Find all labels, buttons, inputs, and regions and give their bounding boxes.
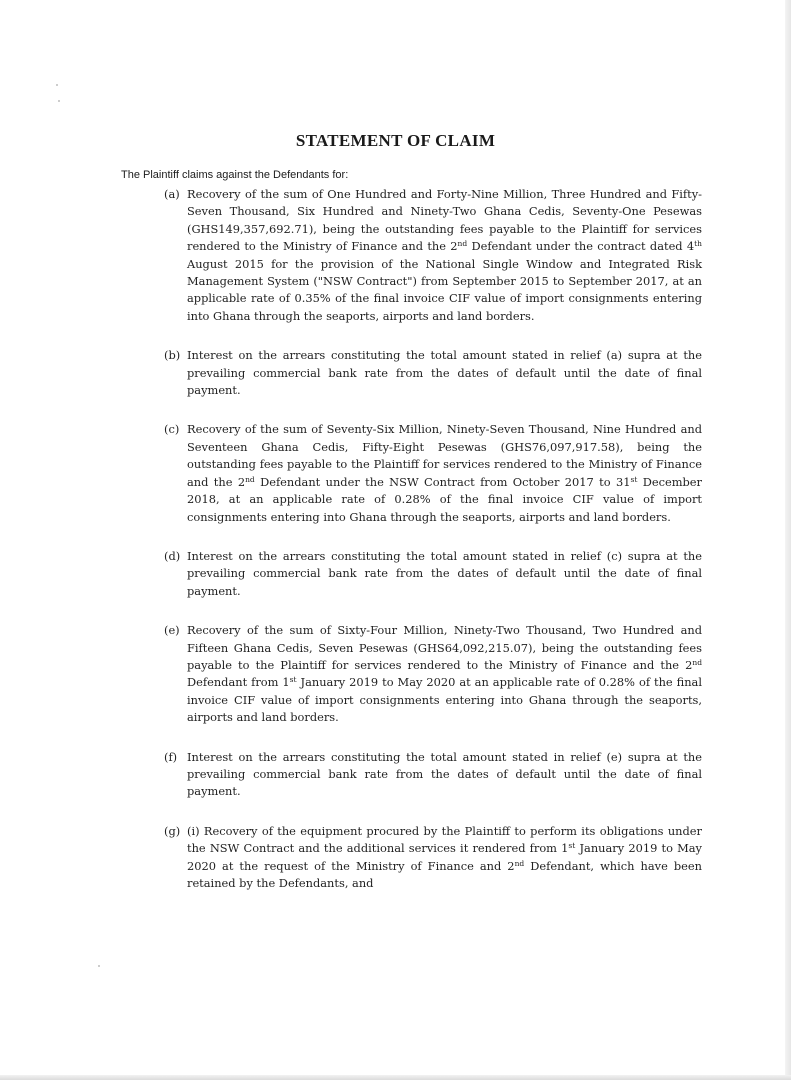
claim-text: Interest on the arrears constituting the total amount stated in relief (c) supra at the prevailing commercial bank rate from the dates of default until the date of final payment. — [187, 548, 702, 598]
claim-label: (d) — [164, 548, 181, 563]
claim-text: Recovery of the sum of Seventy-Six Million, Ninety-Seven Thousand, Nine Hundred and Seventeen Ghana Cedis, Fifty-Eight Pesewas (GHS76,097,917.58), being the outstanding fees payable to the Plaintiff for services rendered to the Ministry of Finance and the 2nd Defendant under the NSW Contract from October 2017 to 31st December 2018, at an applicable rate of 0.28% of the final invoice CIF value of import consignments entering into Ghana through the seaports, airports and land borders. — [187, 422, 702, 524]
claim-label: (g) — [164, 823, 181, 838]
document-title: STATEMENT OF CLAIM — [295, 131, 496, 150]
claim-item — [164, 622, 702, 726]
claim-item — [164, 823, 702, 893]
claims-list — [164, 186, 702, 914]
claim-item — [164, 347, 702, 399]
scan-speck — [58, 100, 60, 102]
claim-item — [164, 749, 702, 801]
scan-speck — [56, 84, 58, 86]
page-edge-shadow — [785, 0, 791, 1080]
claim-item — [164, 548, 702, 600]
page-bottom-shadow — [0, 1075, 791, 1080]
claim-label: (e) — [164, 623, 180, 638]
claims-intro: The Plaintiff claims against the Defendants for: — [121, 169, 349, 181]
claim-item — [164, 186, 702, 325]
claim-label: (c) — [164, 422, 180, 437]
claim-item — [164, 421, 702, 525]
claim-text: Interest on the arrears constituting the total amount stated in relief (a) supra at the prevailing commercial bank rate from the dates of default until the date of final payment. — [187, 348, 702, 398]
claim-label: (a) — [164, 187, 180, 201]
claim-label: (b) — [164, 348, 181, 363]
claim-text: (i) Recovery of the equipment procured by the Plaintiff to perform its obligations under the NSW Contract and the additional services it rendered from 1st January 2019 to May 2020 at the request of the Ministry of Finance and 2nd Defendant, which have been retained by the Defendants, and — [187, 823, 702, 890]
claim-text: Recovery of the sum of One Hundred and Forty-Nine Million, Three Hundred and Fifty-Seven Thousand, Six Hundred and Ninety-Two Ghana Cedis, Seventy-One Pesewas (GHS149,357,692.71), being the outstanding fees payable to the Plaintiff for services rendered to the Ministry of Finance and the 2nd Defendant under the contract dated 4th August 2015 for the provision of the National Single Window and Integrated Risk Management System ("NSW Contract") from September 2015 to September 2017, at an applicable rate of 0.35% of the final invoice CIF value of import consignments entering into Ghana through the seaports, airports and land borders. — [187, 187, 702, 323]
claim-text: Interest on the arrears constituting the total amount stated in relief (e) supra at the prevailing commercial bank rate from the dates of default until the date of final payment. — [187, 749, 702, 799]
scan-speck — [98, 965, 100, 967]
claim-label: (f) — [164, 749, 178, 764]
claim-text: Recovery of the sum of Sixty-Four Million, Ninety-Two Thousand, Two Hundred and Fifteen Ghana Cedis, Seven Pesewas (GHS64,092,215.07), being the outstanding fees payable to the Plaintiff for services rendered to the Ministry of Finance and the 2nd Defendant from 1st January 2019 to May 2020 at an applicable rate of 0.28% of the final invoice CIF value of import consignments entering into Ghana through the seaports, airports and land borders. — [187, 623, 702, 725]
